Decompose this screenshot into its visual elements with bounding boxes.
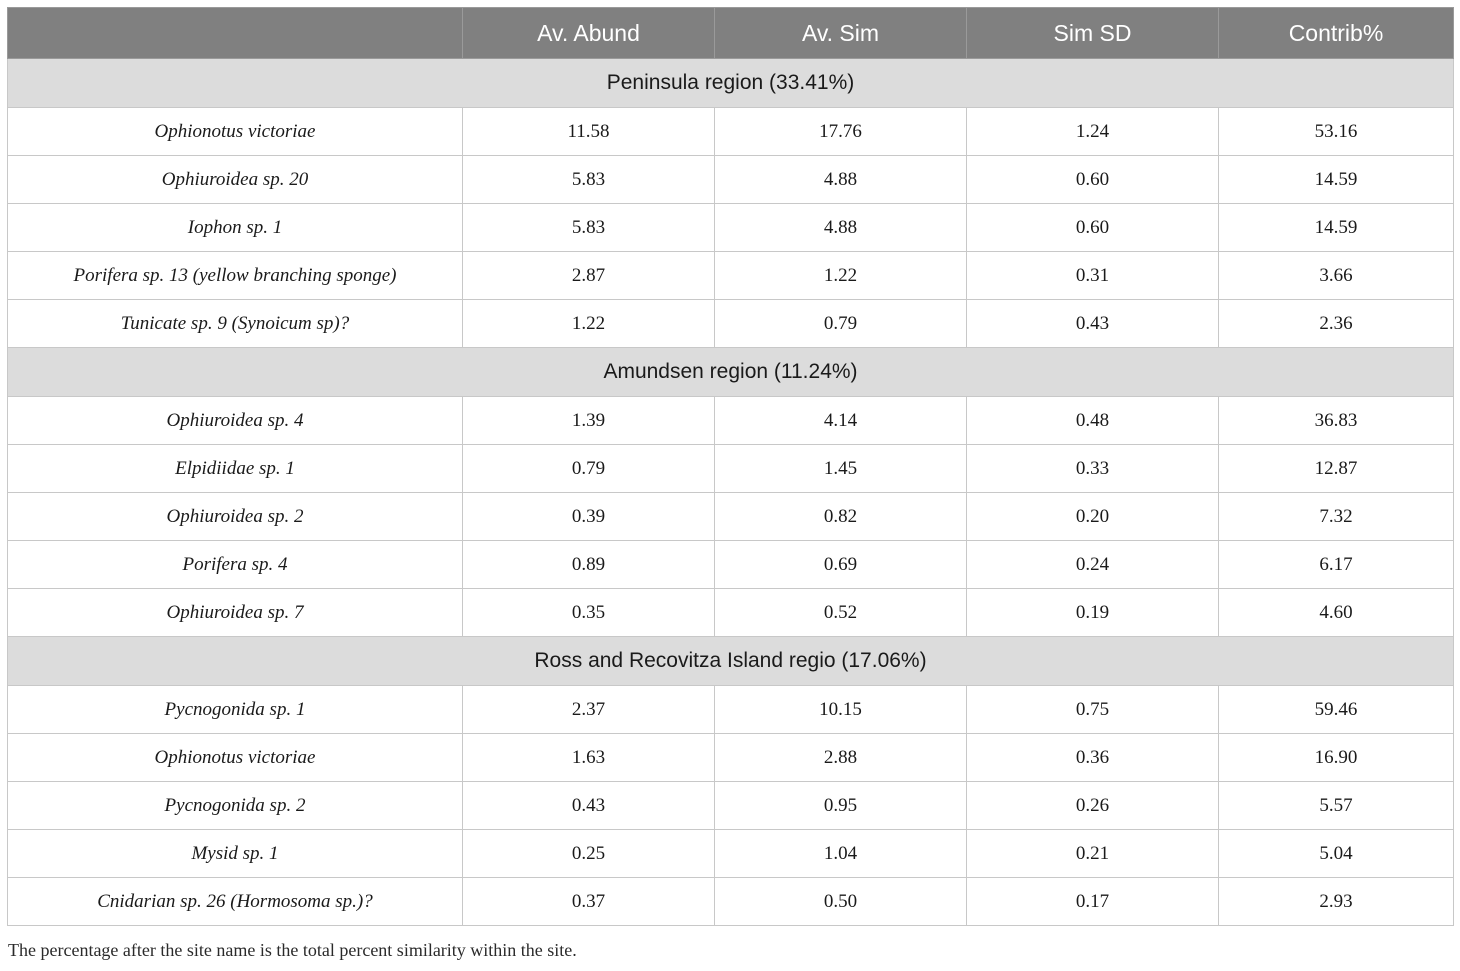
av-sim-cell: 17.76 [715,108,967,156]
table-row [8,589,1454,637]
table-row [8,156,1454,204]
section-title: Peninsula region (33.41%) [8,59,1454,108]
av-abund-cell: 1.39 [463,397,715,445]
av-abund-cell: 1.63 [463,734,715,782]
sim-sd-cell: 0.21 [967,830,1219,878]
header-row [8,8,1454,59]
av-abund-cell: 0.79 [463,445,715,493]
av-sim-cell: 4.88 [715,156,967,204]
species-cell: Ophionotus victoriae [8,734,463,782]
header-av-abund: Av. Abund [463,8,715,59]
av-sim-cell: 4.88 [715,204,967,252]
sim-sd-cell: 0.20 [967,493,1219,541]
contrib-cell: 4.60 [1219,589,1454,637]
sim-sd-cell: 0.75 [967,686,1219,734]
table-footnote: The percentage after the site name is the total percent similarity within the site. [8,940,577,960]
sim-sd-cell: 0.36 [967,734,1219,782]
header-contrib: Contrib% [1219,8,1454,59]
section-title: Ross and Recovitza Island regio (17.06%) [8,637,1454,686]
sim-sd-cell: 0.26 [967,782,1219,830]
simper-table-container [7,7,1453,926]
av-sim-cell: 0.69 [715,541,967,589]
header-species [8,8,463,59]
table-row [8,541,1454,589]
sim-sd-cell: 0.31 [967,252,1219,300]
table-row [8,493,1454,541]
sim-sd-cell: 0.48 [967,397,1219,445]
sim-sd-cell: 0.60 [967,156,1219,204]
contrib-cell: 12.87 [1219,445,1454,493]
av-sim-cell: 4.14 [715,397,967,445]
section-row-peninsula [8,59,1454,108]
av-sim-cell: 1.22 [715,252,967,300]
contrib-cell: 16.90 [1219,734,1454,782]
contrib-cell: 3.66 [1219,252,1454,300]
species-cell: Ophiuroidea sp. 20 [8,156,463,204]
table-row [8,397,1454,445]
contrib-cell: 7.32 [1219,493,1454,541]
av-sim-cell: 0.50 [715,878,967,926]
contrib-cell: 59.46 [1219,686,1454,734]
species-cell: Pycnogonida sp. 1 [8,686,463,734]
av-abund-cell: 1.22 [463,300,715,348]
contrib-cell: 6.17 [1219,541,1454,589]
av-abund-cell: 0.89 [463,541,715,589]
table-row [8,300,1454,348]
table-row [8,878,1454,926]
section-row-ross-recovitza [8,637,1454,686]
av-abund-cell: 0.37 [463,878,715,926]
sim-sd-cell: 0.43 [967,300,1219,348]
species-cell: Porifera sp. 13 (yellow branching sponge) [8,252,463,300]
contrib-cell: 53.16 [1219,108,1454,156]
species-cell: Iophon sp. 1 [8,204,463,252]
av-abund-cell: 0.35 [463,589,715,637]
av-sim-cell: 10.15 [715,686,967,734]
table-header [8,8,1454,59]
av-abund-cell: 11.58 [463,108,715,156]
table-row [8,782,1454,830]
species-cell: Elpidiidae sp. 1 [8,445,463,493]
species-cell: Tunicate sp. 9 (Synoicum sp)? [8,300,463,348]
header-sim-sd: Sim SD [967,8,1219,59]
av-abund-cell: 2.37 [463,686,715,734]
species-cell: Cnidarian sp. 26 (Hormosoma sp.)? [8,878,463,926]
av-abund-cell: 2.87 [463,252,715,300]
contrib-cell: 5.57 [1219,782,1454,830]
av-sim-cell: 1.04 [715,830,967,878]
av-sim-cell: 1.45 [715,445,967,493]
av-sim-cell: 0.52 [715,589,967,637]
av-abund-cell: 0.39 [463,493,715,541]
sim-sd-cell: 0.24 [967,541,1219,589]
section-row-amundsen [8,348,1454,397]
table-row [8,830,1454,878]
table-row [8,204,1454,252]
table-row [8,445,1454,493]
sim-sd-cell: 0.17 [967,878,1219,926]
av-abund-cell: 5.83 [463,156,715,204]
table-row [8,108,1454,156]
contrib-cell: 14.59 [1219,156,1454,204]
species-cell: Pycnogonida sp. 2 [8,782,463,830]
species-cell: Mysid sp. 1 [8,830,463,878]
contrib-cell: 2.93 [1219,878,1454,926]
table-row [8,686,1454,734]
contrib-cell: 36.83 [1219,397,1454,445]
av-sim-cell: 2.88 [715,734,967,782]
sim-sd-cell: 1.24 [967,108,1219,156]
header-av-sim: Av. Sim [715,8,967,59]
contrib-cell: 5.04 [1219,830,1454,878]
av-sim-cell: 0.82 [715,493,967,541]
sim-sd-cell: 0.60 [967,204,1219,252]
av-sim-cell: 0.95 [715,782,967,830]
section-title: Amundsen region (11.24%) [8,348,1454,397]
table-body [8,59,1454,926]
table-row [8,734,1454,782]
simper-table [7,7,1454,926]
species-cell: Ophiuroidea sp. 2 [8,493,463,541]
species-cell: Porifera sp. 4 [8,541,463,589]
species-cell: Ophiuroidea sp. 7 [8,589,463,637]
species-cell: Ophiuroidea sp. 4 [8,397,463,445]
av-abund-cell: 0.43 [463,782,715,830]
sim-sd-cell: 0.33 [967,445,1219,493]
av-abund-cell: 5.83 [463,204,715,252]
av-abund-cell: 0.25 [463,830,715,878]
contrib-cell: 14.59 [1219,204,1454,252]
species-cell: Ophionotus victoriae [8,108,463,156]
contrib-cell: 2.36 [1219,300,1454,348]
table-row [8,252,1454,300]
av-sim-cell: 0.79 [715,300,967,348]
sim-sd-cell: 0.19 [967,589,1219,637]
